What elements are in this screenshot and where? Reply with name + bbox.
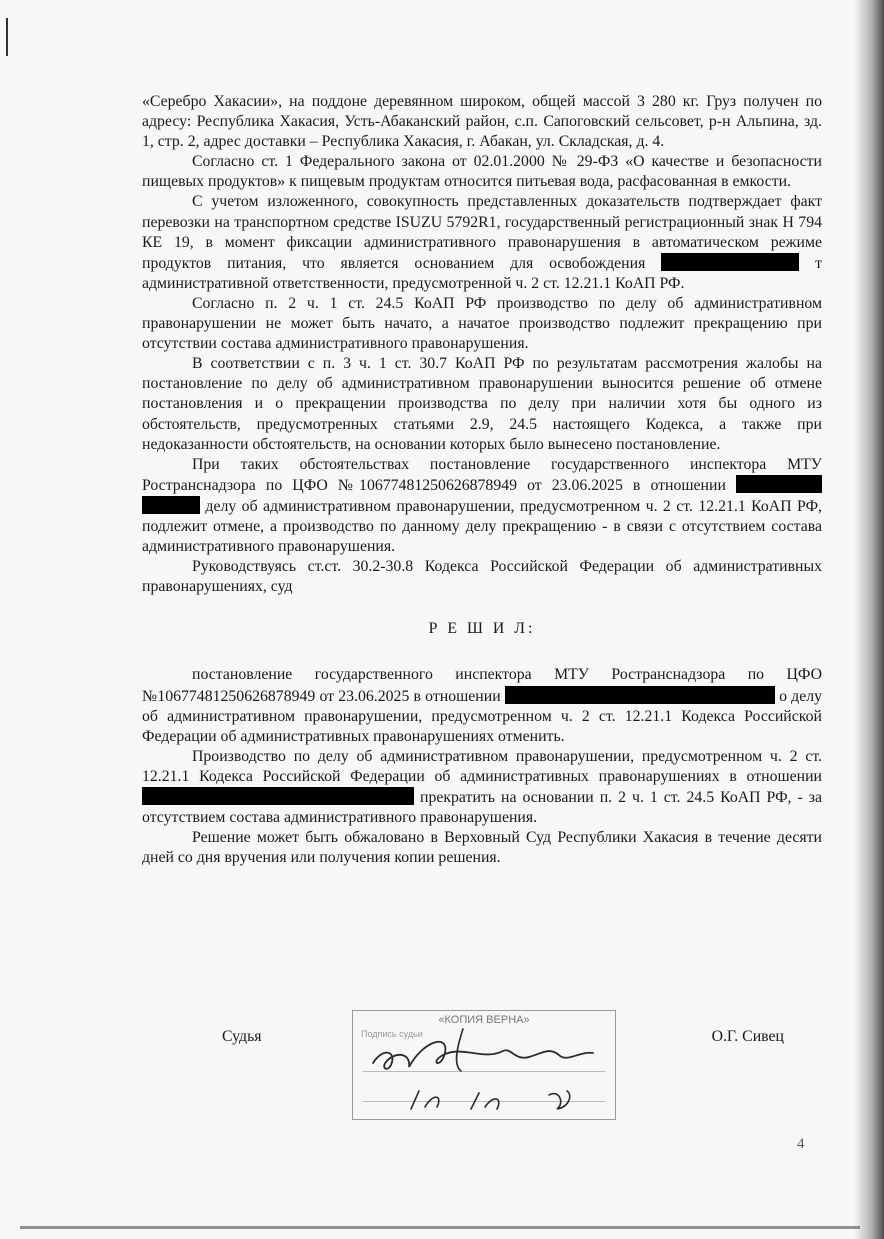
redaction-block — [142, 496, 200, 514]
paragraph-decision-1-part1: постановление государственного инспектора МТУ Ространснадзора по ЦФО №10677481250626878949 от 23.06.2025 в отношении — [142, 666, 822, 705]
certified-copy-stamp — [352, 1010, 616, 1120]
judge-name: О.Г. Сивец — [711, 1028, 784, 1045]
paragraph-decision-1-part2: о делу об административном правонарушении, предусмотренном ч. 2 ст. 12.21.1 Кодекса Российской Федерации об административных правонарушениях отменить. — [142, 687, 822, 745]
paragraph-law-reference: Согласно ст. 1 Федерального закона от 02.01.2000 № 29-ФЗ «О качестве и безопасности пищевых продуктов» к пищевым продуктам относится питьевая вода, расфасованная в емкости. — [142, 153, 822, 191]
redaction-block — [661, 253, 799, 271]
judge-label: Судья — [222, 1028, 262, 1045]
paragraph-guided-by: Руководствуясь ст.ст. 30.2-30.8 Кодекса Российской Федерации об административных правонарушениях, суд — [142, 558, 822, 596]
paragraph-circumstances — [142, 455, 822, 557]
paragraph-koap-24-5: Согласно п. 2 ч. 1 ст. 24.5 КоАП РФ производство по делу об административном правонарушении не может быть начато, а начатое производство подлежит прекращению при отсутствии состава административного правонарушения. — [142, 294, 822, 353]
stamp-title: «КОПИЯ ВЕРНА» — [438, 1014, 530, 1026]
paragraph-cargo: «Серебро Хакасии», на поддоне деревянном широком, общей массой 3 280 кг. Груз получен по адресу: Республика Хакасия, Усть-Абаканский район, с.п. Сапоговский сельсовет, р-н Альпина, зд. 1, стр. 2, адрес доставки – Республика Хакасия, г. Абакан, ул. Складская, д. 4. — [142, 93, 822, 151]
scan-artifact-left — [6, 18, 8, 56]
redaction-block — [505, 686, 775, 704]
paragraph-decision-1 — [142, 665, 822, 746]
scan-shadow-right — [854, 0, 884, 1239]
redaction-block — [142, 787, 414, 805]
handwritten-signature-icon — [353, 1011, 615, 1119]
paragraph-evidence-part2: т административной ответственности, предусмотренной ч. 2 ст. 12.21.1 КоАП РФ. — [142, 254, 822, 292]
signature-block — [142, 1010, 822, 1120]
paragraph-evidence-part1: С учетом изложенного, совокупность представленных доказательств подтверждает факт перевозки на транспортном средстве ISUZU 5792R1, государственный регистрационный знак Н 794 КЕ 19, в момент фиксации административного правонарушения в автоматическом режиме продуктов питания, что является основанием для освобождения — [142, 193, 822, 272]
page-number: 4 — [797, 1136, 805, 1152]
document-body — [142, 92, 822, 868]
scan-artifact-bottom — [20, 1226, 860, 1229]
paragraph-decision-2-part1: Производство по делу об административном правонарушении, предусмотренном ч. 2 ст. 12.21.1 Кодекса Российской Федерации об административных правонарушениях в отношении — [142, 747, 822, 785]
stamp-subtitle: Подпись судьи — [361, 1029, 423, 1039]
paragraph-koap-30-7: В соответствии с п. 3 ч. 1 ст. 30.7 КоАП РФ по результатам рассмотрения жалобы на постановление по делу об административном правонарушении выносится решение об отмене постановления и о прекращении производства по делу при наличии хотя бы одного из обстоятельств, предусмотренных статьями 2.9, 24.5 настоящего Кодекса, а также при недоказанности обстоятельств, на основании которых было вынесено постановление. — [142, 355, 822, 453]
paragraph-circumstances-part2: делу об административном правонарушении, предусмотренном ч. 2 ст. 12.21.1 КоАП РФ, подлежит отмене, а производство по данному делу прекращению - в связи с отсутствием состава административного правонарушения. — [142, 497, 822, 556]
paragraph-evidence — [142, 192, 822, 293]
paragraph-appeal: Решение может быть обжаловано в Верховный Суд Республики Хакасия в течение десяти дней со дня вручения или получения копии решения. — [142, 829, 822, 867]
paragraph-decision-2 — [142, 747, 822, 828]
decision-heading: Р Е Ш И Л: — [428, 620, 536, 638]
paragraph-decision-2-part2: прекратить на основании п. 2 ч. 1 ст. 24.5 КоАП РФ, - за отсутствием состава административного правонарушения. — [142, 789, 822, 827]
redaction-block — [736, 475, 822, 493]
paragraph-circumstances-part1: При таких обстоятельствах постановление государственного инспектора МТУ Ространснадзора по ЦФО №10677481250626878949 от 23.06.2025 в отношении — [142, 455, 822, 494]
